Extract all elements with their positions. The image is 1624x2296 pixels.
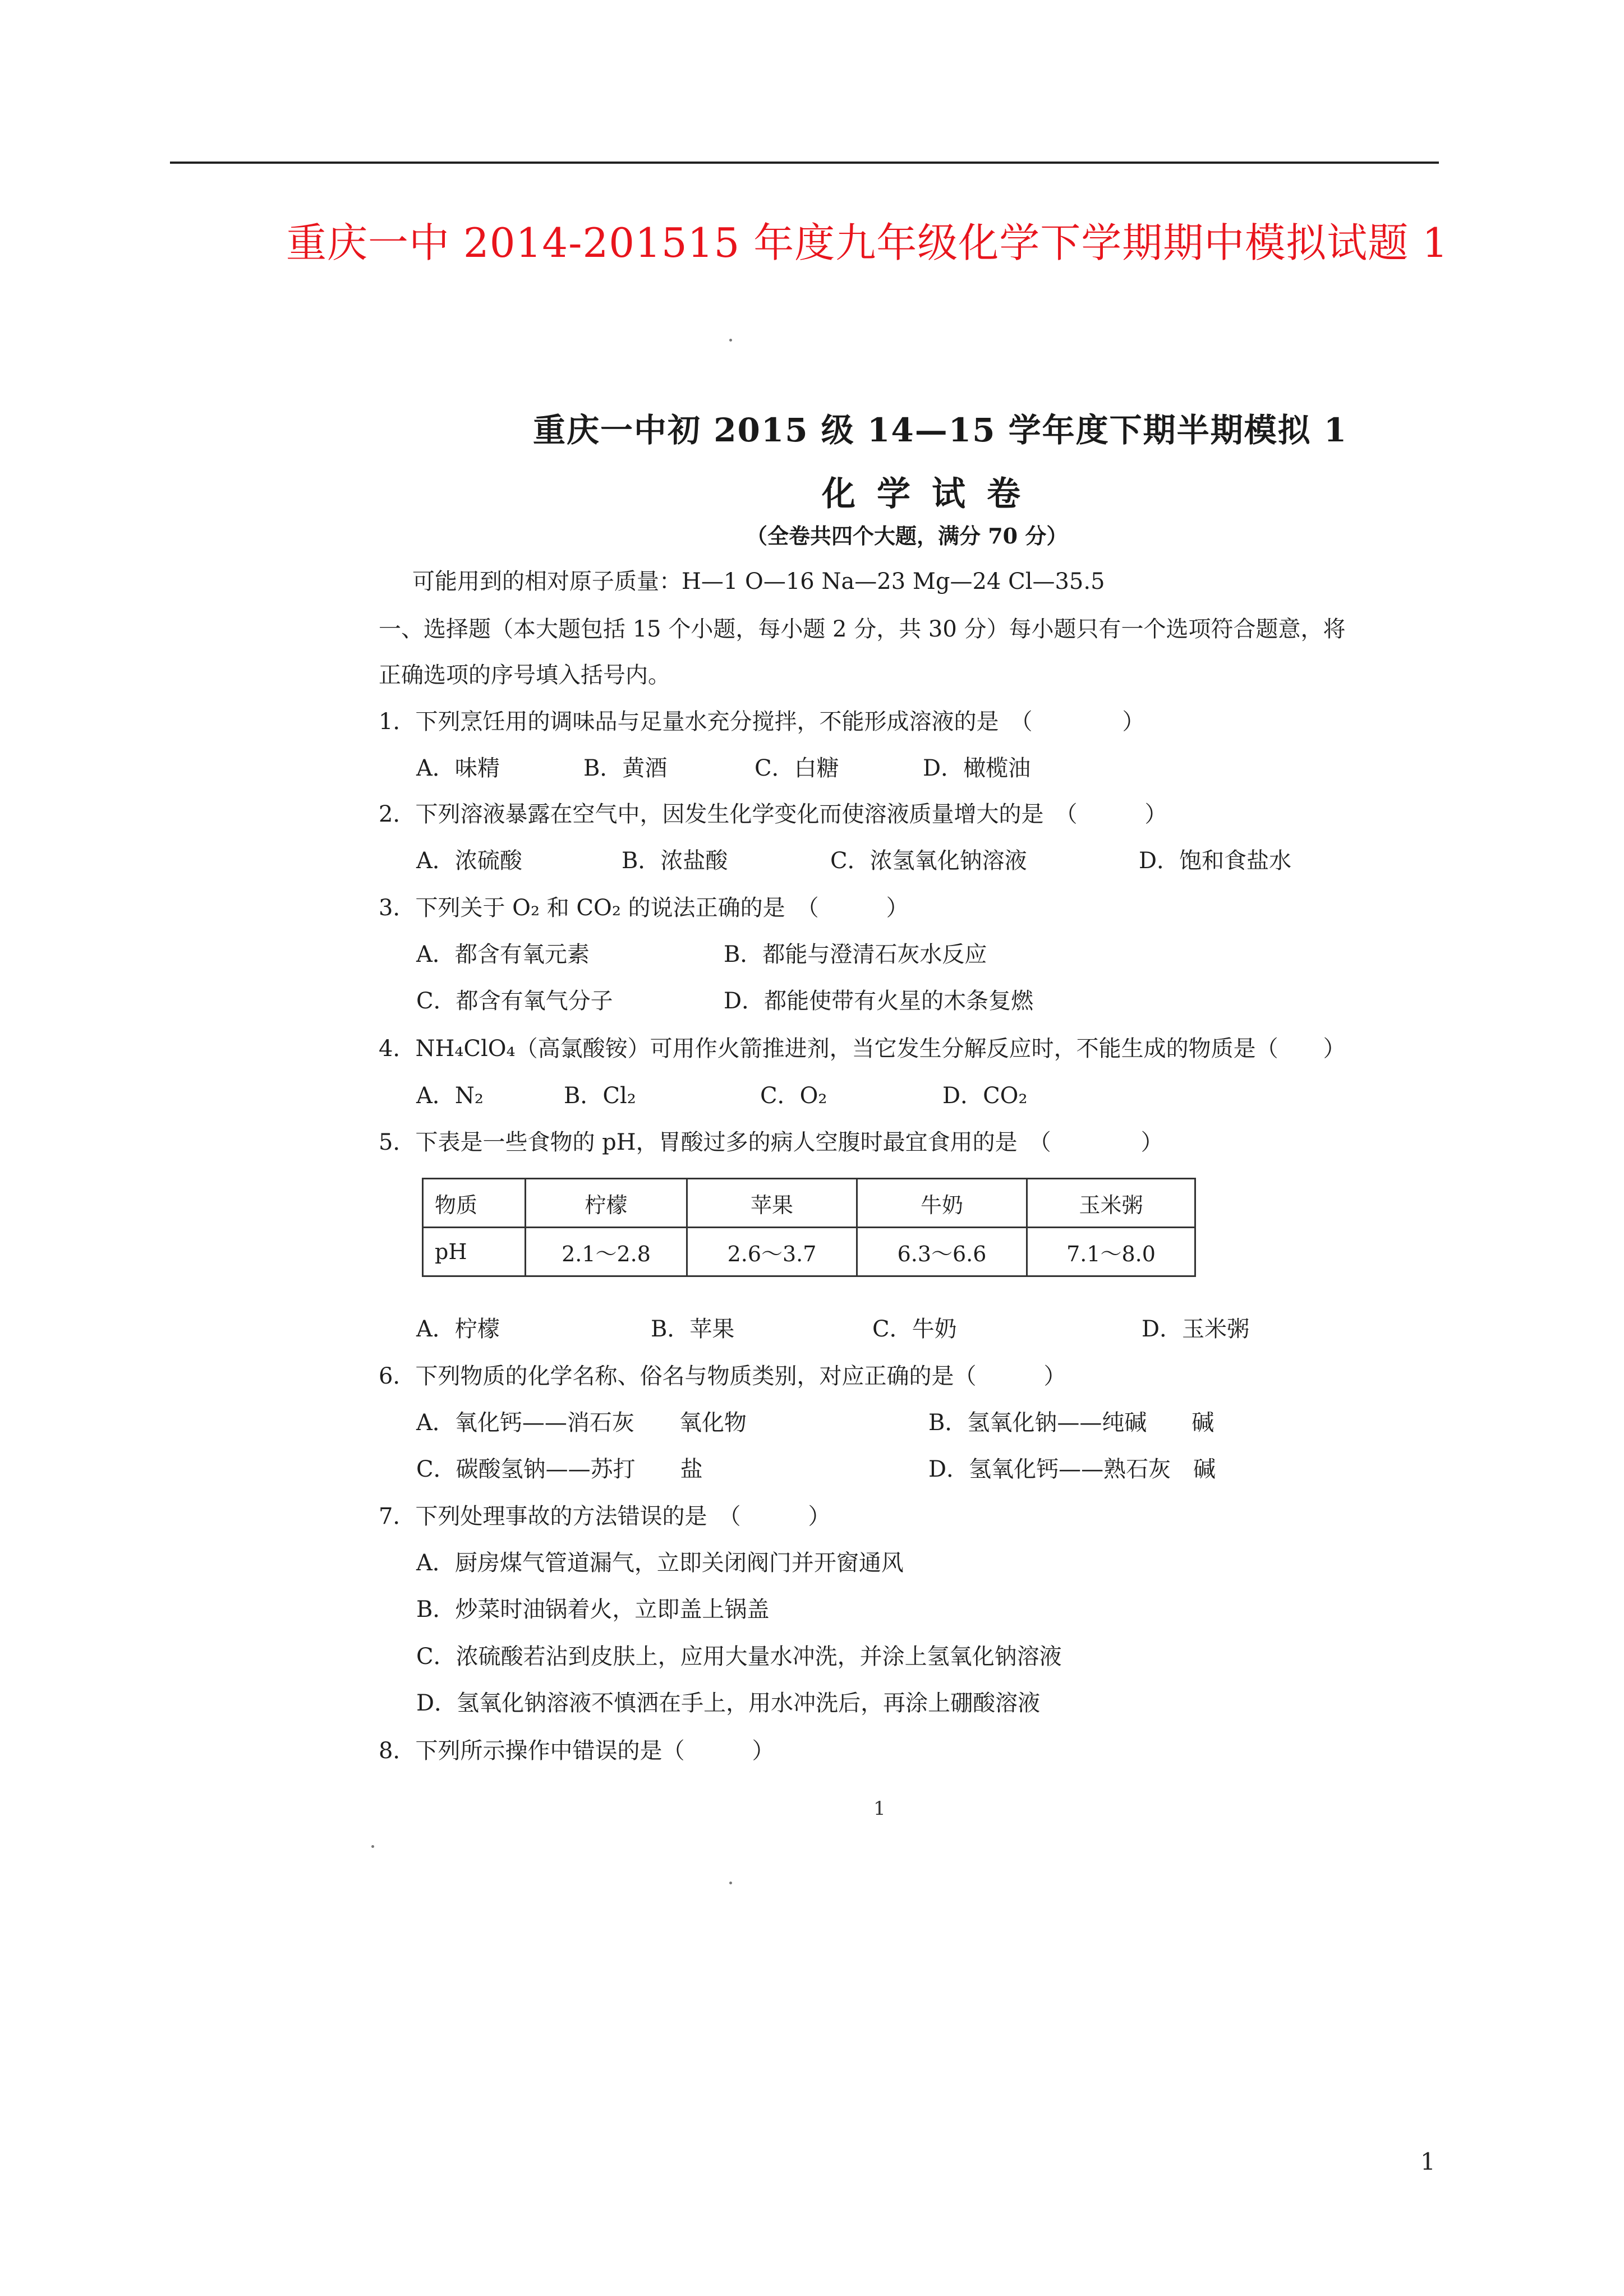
page-number: 1 [1420, 2148, 1436, 2175]
q7-option-c: C．浓硫酸若沾到皮肤上，应用大量水冲洗，并涂上氢氧化钠溶液 [416, 1644, 1062, 1670]
exam-title: 重庆一中初 2015 级 14—15 学年度下期半期模拟 1 [533, 411, 1348, 449]
section-instruction-line2: 正确选项的序号填入括号内。 [379, 662, 670, 688]
exam-note: （全卷共四个大题，满分 70 分） [746, 523, 1068, 548]
q6-option-b: B．氢氧化钠——纯碱 碱 [928, 1410, 1214, 1436]
top-rule [170, 162, 1439, 164]
table-cell: 6.3～6.6 [857, 1228, 1027, 1276]
q3-option-d: D．都能使带有火星的木条复燃 [724, 988, 1034, 1014]
section-instruction-line1: 一、选择题（本大题包括 15 个小题，每小题 2 分，共 30 分）每小题只有一个选项符合题意，将 [379, 616, 1346, 642]
q4-option-d: D．CO₂ [942, 1083, 1028, 1109]
table-cell: 牛奶 [857, 1179, 1027, 1228]
table-cell: 2.6～3.7 [687, 1228, 857, 1276]
q1-option-d: D．橄榄油 [923, 755, 1031, 781]
q4-option-a: A．N₂ [416, 1083, 484, 1109]
q5-option-b: B．苹果 [651, 1316, 735, 1342]
q2-option-d: D．饱和食盐水 [1139, 848, 1292, 874]
table-cell: 7.1～8.0 [1027, 1228, 1195, 1276]
table-cell: pH [423, 1228, 526, 1276]
q7-option-d: D．氢氧化钠溶液不慎洒在手上，用水冲洗后，再涂上硼酸溶液 [416, 1690, 1041, 1716]
q3-option-c: C．都含有氧气分子 [416, 988, 613, 1014]
question-1: 1．下列烹饪用的调味品与足量水充分搅拌，不能形成溶液的是 （ ） [379, 709, 1145, 735]
question-8: 8．下列所示操作中错误的是（ ） [379, 1738, 775, 1764]
q1-option-a: A．味精 [416, 755, 500, 781]
question-6: 6．下列物质的化学名称、俗名与物质类别，对应正确的是（ ） [379, 1363, 1066, 1389]
q1-option-b: B．黄酒 [583, 755, 668, 781]
q5-option-d: D．玉米粥 [1142, 1316, 1250, 1342]
atomic-masses: 可能用到的相对原子质量：H—1 O—16 Na—23 Mg—24 Cl—35.5 [412, 569, 1105, 594]
q7-option-a: A．厨房煤气管道漏气，立即关闭阀门并开窗通风 [416, 1550, 904, 1576]
table-cell: 玉米粥 [1027, 1179, 1195, 1228]
q3-option-a: A．都含有氧元素 [416, 942, 590, 967]
document-title: 重庆一中 2014-201515 年度九年级化学下学期期中模拟试题 1 [286, 219, 1448, 266]
q5-option-c: C．牛奶 [872, 1316, 957, 1342]
question-7: 7．下列处理事故的方法错误的是 （ ） [379, 1504, 831, 1529]
q1-option-c: C．白糖 [755, 755, 839, 781]
question-4: 4．NH₄ClO₄（高氯酸铵）可用作火箭推进剂，当它发生分解反应时，不能生成的物质是（ ） [379, 1036, 1346, 1062]
table-cell: 柠檬 [526, 1179, 687, 1228]
q2-option-c: C．浓氢氧化钠溶液 [830, 848, 1027, 874]
scan-speck [371, 1845, 374, 1848]
question-3: 3．下列关于 O₂ 和 CO₂ 的说法正确的是 （ ） [379, 895, 909, 921]
q6-option-a: A．氧化钙——消石灰 氧化物 [416, 1410, 747, 1436]
table-cell: 2.1～2.8 [526, 1228, 687, 1276]
q2-option-a: A．浓硫酸 [416, 848, 522, 874]
ph-table [422, 1178, 1196, 1277]
scan-page-number: 1 [873, 1797, 886, 1820]
table-cell: 物质 [423, 1179, 526, 1228]
table-row [423, 1179, 1195, 1228]
q4-option-c: C．O₂ [760, 1083, 827, 1109]
q5-option-a: A．柠檬 [416, 1316, 500, 1342]
q2-option-b: B．浓盐酸 [622, 848, 728, 874]
q3-option-b: B．都能与澄清石灰水反应 [724, 942, 987, 967]
q6-option-d: D．氢氧化钙——熟石灰 碱 [928, 1456, 1216, 1482]
q6-option-c: C．碳酸氢钠——苏打 盐 [416, 1456, 703, 1482]
table-row [423, 1228, 1195, 1276]
question-2: 2．下列溶液暴露在空气中，因发生化学变化而使溶液质量增大的是 （ ） [379, 801, 1167, 827]
q7-option-b: B．炒菜时油锅着火，立即盖上锅盖 [416, 1597, 770, 1622]
scan-speck [729, 339, 732, 342]
scan-speck [729, 1882, 732, 1884]
exam-subtitle: 化学试卷 [822, 474, 1042, 514]
question-5: 5．下表是一些食物的 pH，胃酸过多的病人空腹时最宜食用的是 （ ） [379, 1129, 1163, 1155]
q4-option-b: B．Cl₂ [564, 1083, 636, 1109]
table-cell: 苹果 [687, 1179, 857, 1228]
